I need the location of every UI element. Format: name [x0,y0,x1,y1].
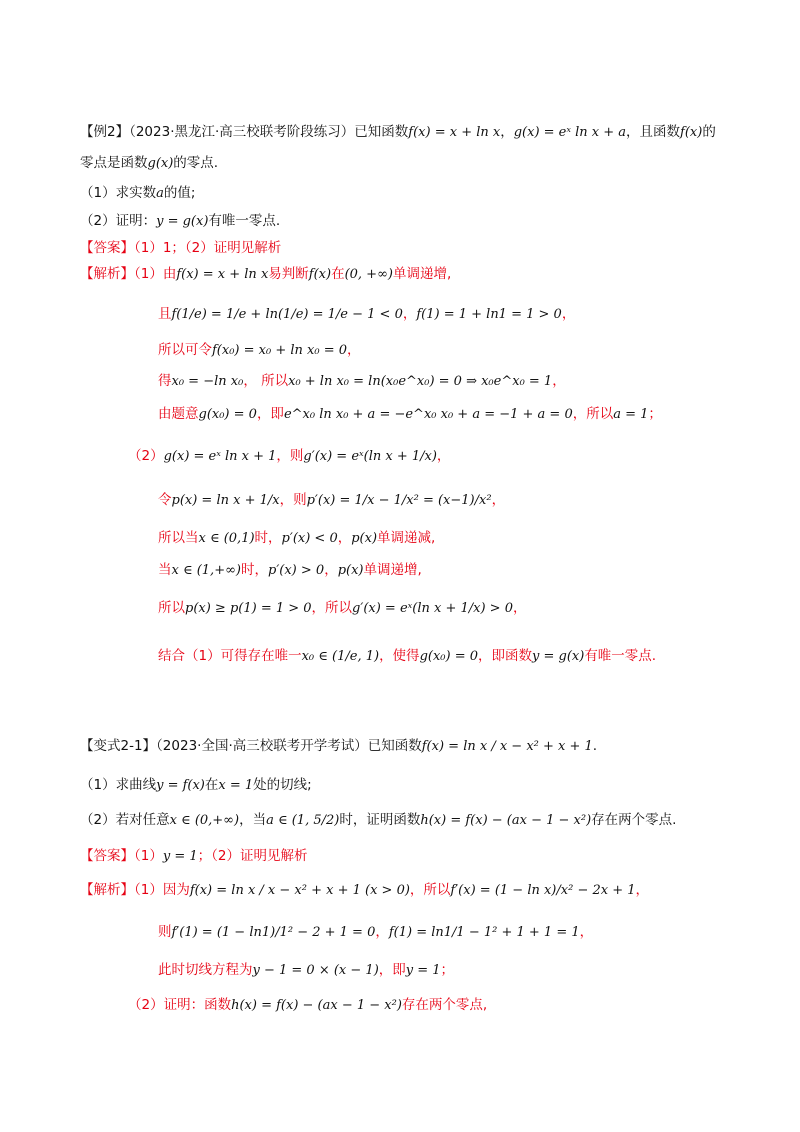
vq2-b: ，当 [239,812,267,828]
s3-a: 所以可令 [158,342,212,358]
s2-c: ， [561,306,576,322]
variant-header: 【变式2-1】（2023·全国·高三校联考开学考试）已知函数 [80,738,422,754]
solution-line-3 [158,340,361,361]
vq1-math-1: y = f(x) [156,778,205,793]
variant-answer-label: 【答案】 [80,848,134,864]
part2-line-4 [158,560,422,581]
p4-math-3: p(x) [351,531,378,546]
p5-d: 单调递增, [363,562,422,578]
variant-question-2 [80,810,676,831]
part2-line-6 [158,646,656,667]
variant-header-end: . [592,738,598,754]
s5-c: ，所以 [572,406,614,422]
s5-math-3: a = 1 [613,407,649,422]
vs4-a: （2）证明：函数 [128,997,232,1013]
q2-text: （2）证明： [80,213,157,229]
p3-a: 令 [158,492,172,508]
p2-label: （2） [128,448,164,464]
line2-text: 零点是函数 [80,155,148,171]
vq1-math-2: x = 1 [218,778,254,793]
variant-f-definition: f(x) = ln x / x − x² + x + 1 [421,739,593,754]
p7-c: ，即函数 [478,648,532,664]
vs1-math-1: f(x) = ln x / x − x² + x + 1 (x > 0) [189,883,410,898]
s5-b: ，即 [256,406,284,422]
p4-math-2: p′(x) < 0 [281,531,338,546]
variant-solution-label: 【解析】 [80,882,134,898]
p7-b: ，使得 [379,648,420,664]
vq1-b: 在 [204,777,219,793]
vs3-math: y − 1 = 0 × (x − 1) [252,963,379,978]
vs1-a: （1）因为 [134,882,190,898]
p7-math-3: y = g(x) [532,649,585,664]
s4-c: ， [552,373,566,389]
f-of-x: f(x) [680,125,703,140]
variant-answer-a: （1） [134,848,163,864]
part2-line-5 [158,598,526,619]
vs3-b: ，即 [378,962,406,978]
p7-a: 结合（1）可得存在唯一 [158,648,302,664]
p3-c: ， [491,492,506,508]
p5-math-1: x ∈ (1,+∞) [171,563,241,578]
s2-a: 且 [158,306,172,322]
vs2-c: ， [579,924,594,940]
p5-b: 时， [241,562,268,578]
q1-text: （1）求实数 [80,185,157,201]
s1-math-2: f(x) [308,267,332,282]
vs2-b: ， [375,924,389,940]
part2-line-2 [158,490,505,511]
vs3-c: ； [440,962,455,978]
variant-answer-line [80,846,307,867]
condition-text: ，且函数 [626,124,681,140]
solution-line-4 [158,371,566,392]
p4-b: 时， [254,530,282,546]
variant-answer-b: ；（2）证明见解析 [197,848,308,864]
condition-text-end: 的 [702,124,716,140]
vq1-text: （1）求曲线 [80,777,157,793]
variant-answer-math: y = 1 [162,849,198,864]
vs2-math-2: f(1) = ln1/1 − 1² + 1 + 1 = 1 [388,925,580,940]
variant-solution-line-1 [80,880,649,901]
separator: ， [500,124,514,140]
s1-a: （1）由 [134,266,177,282]
q2-end: 有唯一零点. [208,213,281,229]
solution-label: 【解析】 [80,266,134,282]
s5-d: ； [648,406,662,422]
g-definition: g(x) = eˣ ln x + a [513,125,627,140]
example-2-header: 【例2】（2023·黑龙江·高三校联考阶段练习）已知函数 [80,124,409,140]
p6-c: ， [512,600,527,616]
variant-solution-line-3 [158,960,454,981]
line2-end: 的零点. [173,155,219,171]
q1-var: a [156,186,164,201]
vq2-text: （2）若对任意 [80,812,170,828]
part2-line-3 [158,528,435,549]
variant-question-1 [80,775,312,796]
q2-math: y = g(x) [156,214,209,229]
s3-math: f(x₀) = x₀ + ln x₀ = 0 [212,343,347,358]
p4-c: ， [337,530,352,546]
p5-c: ， [324,562,338,578]
s3-b: ， [347,342,361,358]
vq2-math-3: h(x) = f(x) − (ax − 1 − x²) [420,813,592,828]
example-2-header-line [80,122,716,143]
answer-line [80,238,281,258]
p5-math-2: p′(x) > 0 [268,563,325,578]
vs1-c: ， [635,882,649,898]
s5-a: 由题意 [158,406,199,422]
s5-math-1: g(x₀) = 0 [198,407,257,422]
p2-math-1: g(x) = eˣ ln x + 1 [163,449,277,464]
part2-line-1 [128,446,450,467]
p4-a: 所以当 [158,530,199,546]
s4-math-2: x₀ + ln x₀ = ln(x₀e^x₀) = 0 ⇒ x₀e^x₀ = 1 [288,374,553,389]
s4-a: 得 [158,373,172,389]
p3-math-2: p′(x) = 1/x − 1/x² = (x−1)/x² [306,493,492,508]
p6-math-1: p(x) ≥ p(1) = 1 > 0 [185,601,312,616]
vs1-b: ，所以 [409,882,451,898]
vs4-b: 存在两个零点, [401,997,488,1013]
p6-a: 所以 [158,600,185,616]
vs2-a: 则 [158,924,172,940]
vs3-math-2: y = 1 [405,963,441,978]
s2-math-1: f(1/e) = 1/e + ln(1/e) = 1/e − 1 < 0 [171,307,403,322]
s1-b: 易判断 [268,266,309,282]
variant-2-1-header-line [80,736,597,757]
p6-math-2: g′(x) = eˣ(ln x + 1/x) > 0 [352,601,513,616]
s1-math-3: (0, +∞) [344,267,393,282]
question-2 [80,211,280,232]
p7-d: 有唯一零点. [584,648,657,664]
p5-a: 当 [158,562,172,578]
p5-math-3: p(x) [337,563,364,578]
answer-label: 【答案】 [80,240,134,256]
solution-line-2 [158,304,575,325]
p4-math-1: x ∈ (0,1) [198,531,255,546]
vq2-math-2: a ∈ (1, 5/2) [266,813,340,828]
vs3-a: 此时切线方程为 [158,962,253,978]
p2-math-2: g′(x) = eˣ(ln x + 1/x) [303,449,437,464]
vs1-math-2: f′(x) = (1 − ln x)/x² − 2x + 1 [450,883,636,898]
s2-b: ， [402,306,417,322]
s1-math-1: f(x) = x + ln x [176,267,269,282]
vs4-math: h(x) = f(x) − (ax − 1 − x²) [231,998,402,1013]
question-1 [80,183,195,204]
solution-line-1 [80,264,451,285]
g-of-x: g(x) [147,156,174,171]
solution-line-5 [158,404,662,425]
p2-a: ，则 [276,448,304,464]
s4-b: ， 所以 [243,373,289,389]
p2-b: ， [436,448,451,464]
example-2-line-2 [80,153,218,174]
p3-math-1: p(x) = ln x + 1/x [171,493,280,508]
p7-math-2: g(x₀) = 0 [419,649,478,664]
s4-math-1: x₀ = −ln x₀ [171,374,244,389]
vq2-math-1: x ∈ (0,+∞) [169,813,240,828]
q1-end: 的值; [163,185,196,201]
p7-math-1: x₀ ∈ (1/e, 1) [301,649,380,664]
variant-solution-line-2 [158,922,593,943]
vq2-c: 时，证明函数 [339,812,421,828]
s2-math-2: f(1) = 1 + ln1 = 1 > 0 [416,307,562,322]
answer-text: （1）1；（2）证明见解析 [134,240,282,256]
variant-solution-line-4 [128,995,487,1016]
p6-b: ，所以 [311,600,353,616]
vq1-c: 处的切线; [253,777,312,793]
vq2-d: 存在两个零点. [591,812,677,828]
s1-c: 在 [331,266,345,282]
f-definition: f(x) = x + ln x [408,125,501,140]
s1-d: 单调递增, [392,266,452,282]
s5-math-2: e^x₀ ln x₀ + a = −e^x₀ x₀ + a = −1 + a = 0 [283,407,573,422]
p4-d: 单调递减, [377,530,436,546]
vs2-math-1: f′(1) = (1 − ln1)/1² − 2 + 1 = 0 [171,925,376,940]
p3-b: ，则 [279,492,307,508]
